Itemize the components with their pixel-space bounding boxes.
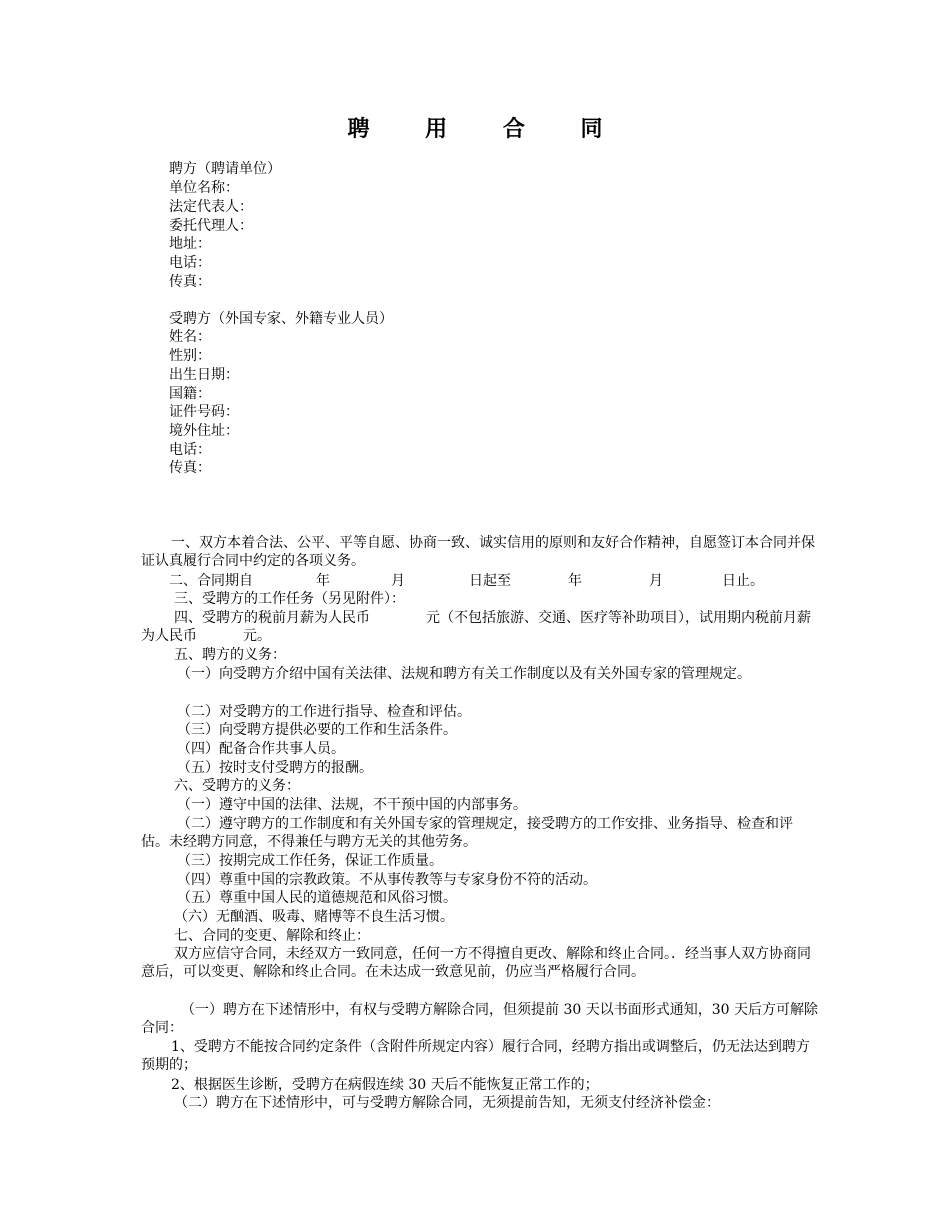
clause-7-item-2: （二）聘方在下述情形中，可与受聘方解除合同，无须提前告知，无须支付经济补偿金： [174, 1095, 720, 1111]
clause-5-item-1: （一）向受聘方介绍中国有关法律、法规和聘方有关工作制度以及有关外国专家的管理规定。 [177, 666, 751, 682]
employee-field-nationality: 国籍： [169, 386, 211, 402]
clause-6-item-4: （四）尊重中国的宗教政策。不从事传教等与专家身份不符的活动。 [177, 872, 597, 888]
employer-heading: 聘方（聘请单位） [169, 161, 281, 177]
employer-field-legal-rep: 法定代表人： [169, 199, 253, 215]
clause-2-day-from: 日起至 [469, 573, 511, 589]
clause-5-item-5: （五）按时支付受聘方的报酬。 [177, 760, 373, 776]
clause-7-heading: 七、合同的变更、解除和终止： [174, 928, 370, 944]
employer-field-agent: 委托代理人： [169, 218, 253, 234]
clause-4-part-2: 元（不包括旅游、交通、医疗等补助项目），试用期内税前月薪为人民币 [141, 610, 811, 644]
employer-field-phone: 电话： [169, 255, 211, 271]
employer-field-fax: 传真： [169, 274, 211, 290]
clause-2-month-2: 月 [649, 573, 663, 589]
clause-6-item-5: （五）尊重中国人民的道德规范和风俗习惯。 [177, 890, 457, 906]
clause-2-day-to: 日止。 [722, 573, 764, 589]
clause-6-item-6: （六）无酗酒、吸毒、赌博等不良生活习惯。 [174, 909, 454, 925]
document-title: 聘 用 合 同 [347, 116, 627, 142]
clause-3: 三、受聘方的工作任务（另见附件）： [174, 591, 405, 607]
clause-4-part-3: 元。 [243, 628, 271, 644]
clause-2-year-1: 年 [316, 573, 330, 589]
clause-7-item-1-sub-1: 1、受聘方不能按合同约定条件（含附件所规定内容）履行合同，经聘方指出或调整后，仍无法达到聘方预期的； [141, 1039, 810, 1073]
clause-2-text-start: 二、合同期自 [169, 573, 253, 589]
employee-heading: 受聘方（外国专家、外籍专业人员） [169, 311, 393, 327]
clause-5-heading: 五、聘方的义务： [174, 647, 286, 663]
clause-5-item-4: （四）配备合作共事人员。 [177, 741, 345, 757]
clause-4-part-1: 四、受聘方的税前月薪为人民币 [174, 610, 370, 626]
clause-4 [141, 609, 819, 645]
employee-field-name: 姓名： [169, 329, 211, 345]
employee-field-gender: 性别： [169, 348, 211, 364]
clause-2-year-2: 年 [568, 573, 582, 589]
clause-5-item-3: （三）向受聘方提供必要的工作和生活条件。 [177, 722, 457, 738]
clause-7-item-1-sub-2: 2、根据医生诊断，受聘方在病假连续 30 天后不能恢复正常工作的； [171, 1077, 599, 1093]
clause-1: 一、双方本着合法、公平、平等自愿、协商一致、诚实信用的原则和友好合作精神，自愿签订本合同并保证认真履行合同中约定的各项义务。 [141, 535, 815, 569]
clause-2 [169, 572, 764, 590]
clause-7-item-1: （一）聘方在下述情形中，有权与受聘方解除合同，但须提前 30 天以书面形式通知，30 天后方可解除合同： [141, 1002, 818, 1036]
employee-field-fax: 传真： [169, 460, 211, 476]
clause-6-item-1: （一）遵守中国的法律、法规，不干预中国的内部事务。 [177, 797, 527, 813]
clause-6-item-2: （二）遵守聘方的工作制度和有关外国专家的管理规定，接受聘方的工作安排、业务指导、检查和评估。未经聘方同意，不得兼任与聘方无关的其他劳务。 [141, 816, 793, 850]
clause-6-item-3: （三）按期完成工作任务，保证工作质量。 [177, 853, 443, 869]
clause-5-item-2: （二）对受聘方的工作进行指导、检查和评估。 [177, 704, 471, 720]
employer-field-name: 单位名称： [169, 180, 239, 196]
employer-field-address: 地址： [169, 236, 211, 252]
employee-field-overseas-address: 境外住址： [169, 423, 239, 439]
clause-6-heading: 六、受聘方的义务： [174, 778, 300, 794]
employee-field-phone: 电话： [169, 442, 211, 458]
employee-field-id-number: 证件号码： [169, 404, 239, 420]
clause-2-month-1: 月 [391, 573, 405, 589]
employee-field-birthdate: 出生日期： [169, 367, 239, 383]
clause-7-paragraph: 双方应信守合同，未经双方一致同意，任何一方不得擅自更改、解除和终止合同。．经当事人双方协商同意后，可以变更、解除和终止合同。在未达成一致意见前，仍应当严格履行合同。 [141, 946, 811, 980]
